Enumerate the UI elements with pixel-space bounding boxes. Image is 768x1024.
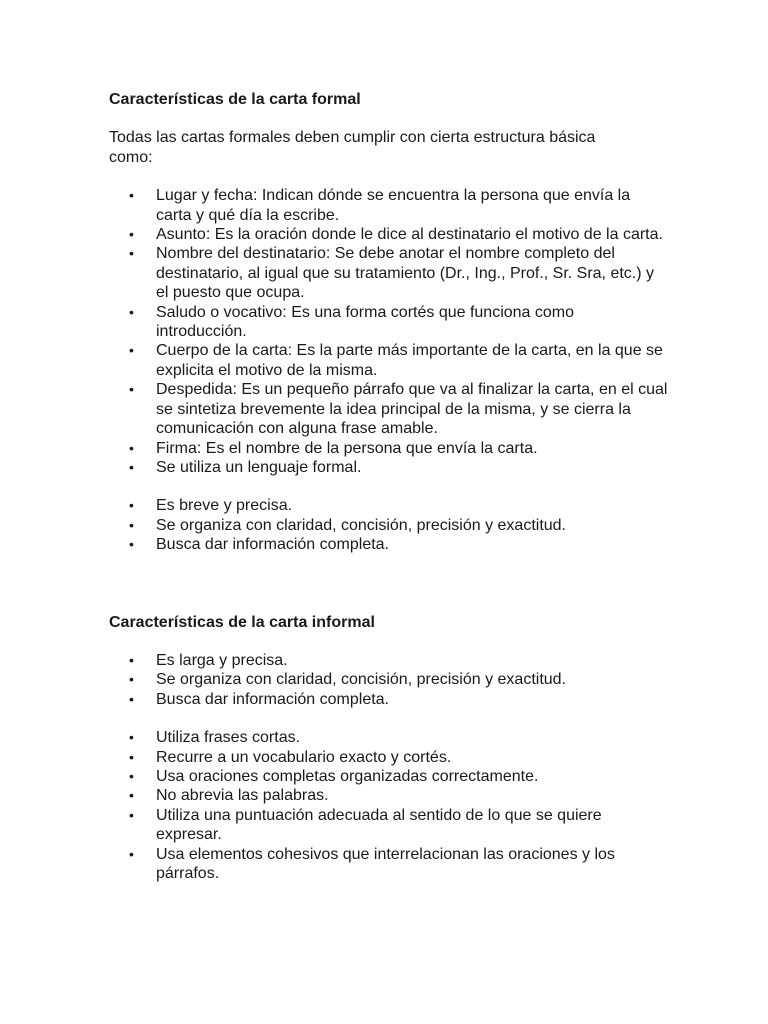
- list-item: • Utiliza frases cortas.: [109, 728, 669, 747]
- list-item: • Se organiza con claridad, concisión, precisión y exactitud.: [109, 670, 669, 689]
- informal-traits-list: [109, 651, 669, 709]
- list-item: • Utiliza una puntuación adecuada al sentido de lo que se quiere expresar.: [109, 806, 669, 845]
- list-item: • Despedida: Es un pequeño párrafo que va al finalizar la carta, en el cual se sintetiza brevemente la idea principal de la misma, y se cierra la comunicación con alguna frase amable.: [109, 380, 669, 438]
- list-item: • Recurre a un vocabulario exacto y cortés.: [109, 748, 669, 767]
- list-item: • Nombre del destinatario: Se debe anotar el nombre completo del destinatario, al igual que su tratamiento (Dr., Ing., Prof., Sr. Sra, etc.) y el puesto que ocupa.: [109, 244, 669, 302]
- list-item: • Asunto: Es la oración donde le dice al destinatario el motivo de la carta.: [109, 225, 669, 244]
- list-item: • Firma: Es el nombre de la persona que envía la carta.: [109, 439, 669, 458]
- list-item: • Usa elementos cohesivos que interrelacionan las oraciones y los párrafos.: [109, 845, 669, 884]
- list-item: • Lugar y fecha: Indican dónde se encuentra la persona que envía la carta y qué día la escribe.: [109, 186, 669, 225]
- informal-style-list: [109, 728, 669, 883]
- list-item: • Usa oraciones completas organizadas correctamente.: [109, 767, 669, 786]
- document-page: [109, 90, 669, 883]
- formal-structure-list: [109, 186, 669, 477]
- list-item: • Se organiza con claridad, concisión, precisión y exactitud.: [109, 516, 669, 535]
- formal-heading: Características de la carta formal: [109, 91, 361, 108]
- formal-traits-list: [109, 496, 669, 554]
- list-item: • Es larga y precisa.: [109, 651, 669, 670]
- list-item: • Es breve y precisa.: [109, 496, 669, 515]
- formal-intro: Todas las cartas formales deben cumplir con cierta estructura básica como:: [109, 129, 596, 166]
- list-item: • Saludo o vocativo: Es una forma cortés que funciona como introducción.: [109, 303, 669, 342]
- list-item: • Se utiliza un lenguaje formal.: [109, 458, 669, 477]
- list-item: • Cuerpo de la carta: Es la parte más importante de la carta, en la que se explicita el motivo de la misma.: [109, 341, 669, 380]
- list-item: • Busca dar información completa.: [109, 690, 669, 709]
- list-item: • Busca dar información completa.: [109, 535, 669, 554]
- list-item: • No abrevia las palabras.: [109, 786, 669, 805]
- informal-heading: Características de la carta informal: [109, 613, 375, 631]
